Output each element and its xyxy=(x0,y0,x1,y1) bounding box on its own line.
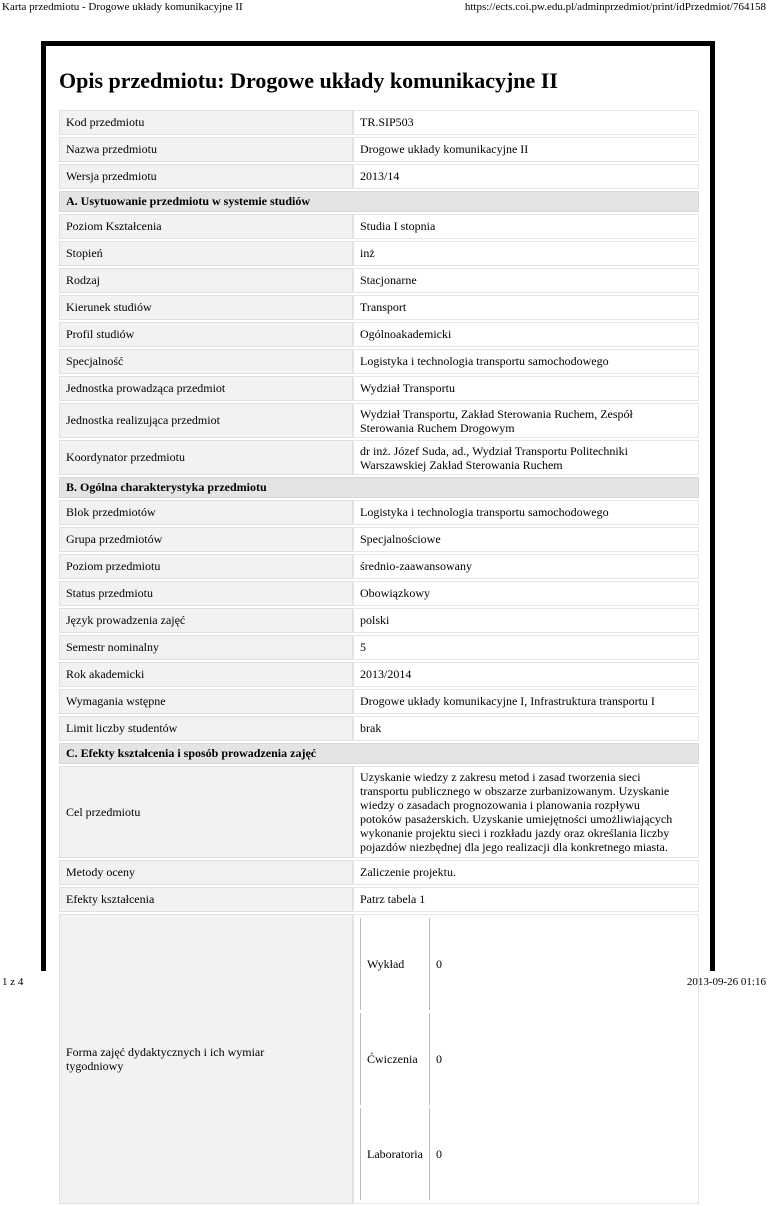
row-value: 5 xyxy=(353,635,699,660)
print-header-title: Karta przedmiotu - Drogowe układy komunikacyjne II xyxy=(2,1,243,13)
value-line: Forma zajęć dydaktycznych i ich wymiar xyxy=(66,1045,265,1059)
row-value xyxy=(353,403,699,438)
print-datetime: 2013-09-26 01:16 xyxy=(686,976,766,988)
course-info-table xyxy=(59,108,699,1206)
row-label: Poziom Kształcenia xyxy=(59,214,353,239)
table-row xyxy=(59,349,699,374)
row-value: Patrz tabela 1 xyxy=(353,887,699,912)
page-number: 1 z 4 xyxy=(2,976,24,988)
row-label: Kod przedmiotu xyxy=(59,110,353,135)
row-value: 2013/14 xyxy=(353,164,699,189)
table-row xyxy=(59,268,699,293)
table-row xyxy=(59,914,699,1204)
page-title: Opis przedmiotu: Drogowe układy komunikacyjne II xyxy=(59,68,558,93)
row-label: Rok akademicki xyxy=(59,662,353,687)
row-value xyxy=(353,440,699,475)
table-row xyxy=(59,440,699,475)
table-row xyxy=(59,662,699,687)
row-label: Kierunek studiów xyxy=(59,295,353,320)
table-row xyxy=(59,766,699,858)
row-value: Drogowe układy komunikacyjne I, Infrastruktura transportu I xyxy=(353,689,699,714)
row-label: Profil studiów xyxy=(59,322,353,347)
table-row xyxy=(59,527,699,552)
table-row xyxy=(59,887,699,912)
value-line: tygodniowy xyxy=(66,1059,124,1073)
row-value xyxy=(353,766,699,858)
row-value: Obowiązkowy xyxy=(353,581,699,606)
row-label: Grupa przedmiotów xyxy=(59,527,353,552)
section-header-c xyxy=(59,743,699,764)
forma-hours: 0 xyxy=(429,918,448,1010)
table-row xyxy=(59,403,699,438)
row-value xyxy=(353,914,699,1204)
row-value: Wydział Transportu xyxy=(353,376,699,401)
row-label: Nazwa przedmiotu xyxy=(59,137,353,162)
row-label: Specjalność xyxy=(59,349,353,374)
row-value: Logistyka i technologia transportu samochodowego xyxy=(353,500,699,525)
row-value: średnio-zaawansowany xyxy=(353,554,699,579)
row-value: Specjalnościowe xyxy=(353,527,699,552)
section-title: C. Efekty kształcenia i sposób prowadzenia zajęć xyxy=(59,743,699,764)
table-row xyxy=(59,164,699,189)
section-title: A. Usytuowanie przedmiotu w systemie studiów xyxy=(59,191,699,212)
forma-name: Laboratoria xyxy=(360,1108,429,1200)
table-row xyxy=(59,241,699,266)
value-line: Sterowania Ruchem Drogowym xyxy=(360,420,515,435)
forma-name: Wykład xyxy=(360,918,429,1010)
table-row xyxy=(59,716,699,741)
row-value: Transport xyxy=(353,295,699,320)
forma-hours: 0 xyxy=(429,1108,448,1200)
value-line: wykonanie projektu sieci i rozkładu jazdy oraz określania liczby xyxy=(360,826,670,840)
table-row xyxy=(59,137,699,162)
row-label: Cel przedmiotu xyxy=(59,766,353,858)
table-row xyxy=(59,322,699,347)
table-row xyxy=(59,581,699,606)
row-label: Semestr nominalny xyxy=(59,635,353,660)
row-label: Wersja przedmiotu xyxy=(59,164,353,189)
row-label: Efekty kształcenia xyxy=(59,887,353,912)
print-footer xyxy=(0,976,768,992)
row-value: Studia I stopnia xyxy=(353,214,699,239)
value-line: pojazdów niezbędnej dla jego realizacji dla konkretnego miasta. xyxy=(360,840,668,854)
table-row xyxy=(59,689,699,714)
value-line: transportu publicznego w obszarze zurbanizowanym. Uzyskanie xyxy=(360,784,670,798)
section-title: B. Ogólna charakterystyka przedmiotu xyxy=(59,477,699,498)
row-label: Status przedmiotu xyxy=(59,581,353,606)
row-value: Drogowe układy komunikacyjne II xyxy=(353,137,699,162)
value-line: Wydział Transportu, Zakład Sterowania Ruchem, Zespół xyxy=(360,406,633,421)
row-value: TR.SIP503 xyxy=(353,110,699,135)
section-header-b xyxy=(59,477,699,498)
forma-hours: 0 xyxy=(429,1013,448,1105)
table-row xyxy=(59,608,699,633)
print-header-url: https://ects.coi.pw.edu.pl/adminprzedmiot/print/idPrzedmiot/764158 xyxy=(464,1,766,13)
table-row xyxy=(59,214,699,239)
row-label: Stopień xyxy=(59,241,353,266)
row-label: Jednostka prowadząca przedmiot xyxy=(59,376,353,401)
forma-row xyxy=(360,1013,448,1105)
value-line: Warszawskiej Zakład Sterowania Ruchem xyxy=(360,457,563,472)
row-label: Jednostka realizująca przedmiot xyxy=(59,403,353,438)
row-value: Logistyka i technologia transportu samochodowego xyxy=(353,349,699,374)
document-frame xyxy=(41,41,715,1161)
value-line: Uzyskanie wiedzy z zakresu metod i zasad tworzenia sieci xyxy=(360,770,641,784)
table-row xyxy=(59,376,699,401)
table-row xyxy=(59,554,699,579)
forma-zajec-table xyxy=(360,915,448,1203)
row-label: Koordynator przedmiotu xyxy=(59,440,353,475)
row-label: Poziom przedmiotu xyxy=(59,554,353,579)
value-line: potoków pasażerskich. Uzyskanie umiejętności umożliwiających xyxy=(360,812,673,826)
row-label: Wymagania wstępne xyxy=(59,689,353,714)
row-value: brak xyxy=(353,716,699,741)
table-row xyxy=(59,110,699,135)
table-row xyxy=(59,860,699,885)
row-label: Metody oceny xyxy=(59,860,353,885)
table-row xyxy=(59,295,699,320)
row-value: Stacjonarne xyxy=(353,268,699,293)
value-line: wiedzy o zasadach prognozowania i planowania rozpływu xyxy=(360,798,640,812)
forma-row xyxy=(360,1108,448,1200)
row-value: inż xyxy=(353,241,699,266)
print-header xyxy=(0,1,768,17)
row-label: Limit liczby studentów xyxy=(59,716,353,741)
value-line: dr inż. Józef Suda, ad., Wydział Transportu Politechniki xyxy=(360,443,629,458)
table-row xyxy=(59,500,699,525)
section-header-a xyxy=(59,191,699,212)
row-label: Język prowadzenia zajęć xyxy=(59,608,353,633)
row-label: Blok przedmiotów xyxy=(59,500,353,525)
forma-name: Ćwiczenia xyxy=(360,1013,429,1105)
row-value: 2013/2014 xyxy=(353,662,699,687)
row-value: polski xyxy=(353,608,699,633)
row-label xyxy=(59,914,353,1204)
row-value: Zaliczenie projektu. xyxy=(353,860,699,885)
forma-row xyxy=(360,918,448,1010)
row-value: Ogólnoakademicki xyxy=(353,322,699,347)
row-label: Rodzaj xyxy=(59,268,353,293)
table-row xyxy=(59,635,699,660)
